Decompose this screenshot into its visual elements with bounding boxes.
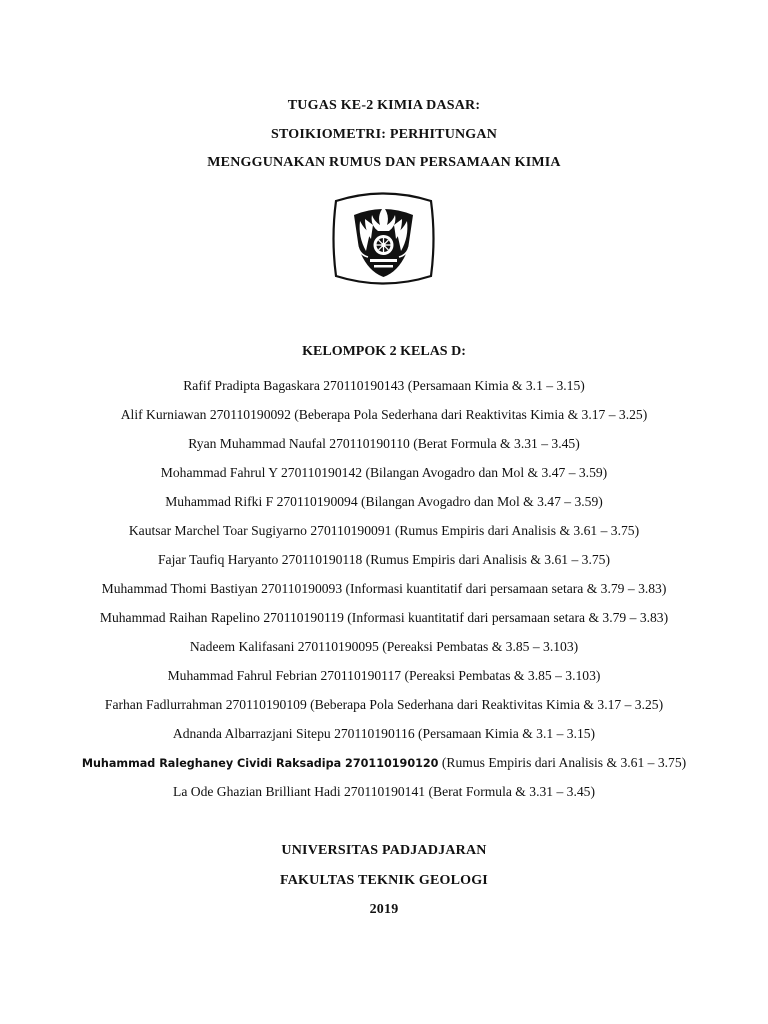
group-heading: KELOMPOK 2 KELAS D: — [302, 344, 466, 359]
title-block — [0, 92, 768, 178]
member-text: Muhammad Rifki F 270110190094 (Bilangan Avogadro dan Mol & 3.47 – 3.59) — [165, 494, 603, 509]
member-text: Muhammad Fahrul Febrian 270110190117 (Pereaksi Pembatas & 3.85 – 3.103) — [167, 668, 601, 683]
title-line-1: TUGAS KE-2 KIMIA DASAR: — [287, 98, 481, 113]
member-text: La Ode Ghazian Brilliant Hadi 270110190141 (Berat Formula & 3.31 – 3.45) — [173, 784, 595, 799]
member-item — [0, 400, 768, 429]
title-line-2: STOIKIOMETRI: PERHITUNGAN — [270, 126, 498, 142]
faculty-name: FAKULTAS TEKNIK GEOLOGI — [280, 872, 488, 888]
member-item — [0, 545, 768, 574]
member-text: Adnanda Albarrazjani Sitepu 270110190116 (Persamaan Kimia & 3.1 – 3.15) — [172, 726, 596, 741]
member-name-bold: Muhammad Raleghaney Cividi Raksadipa 270110190120 — [81, 757, 439, 770]
member-item — [0, 516, 768, 545]
member-item — [0, 574, 768, 603]
member-text: Alif Kurniawan 270110190092 (Beberapa Pola Sederhana dari Reaktivitas Kimia & 3.17 – 3.25) — [120, 407, 648, 422]
member-text: Nadeem Kalifasani 270110190095 (Pereaksi Pembatas & 3.85 – 3.103) — [189, 639, 579, 654]
member-list — [0, 371, 768, 806]
title-line-3: MENGGUNAKAN RUMUS DAN PERSAMAAN KIMIA — [207, 155, 561, 170]
member-item — [0, 603, 768, 632]
member-text: Kautsar Marchel Toar Sugiyarno 270110190091 (Rumus Empiris dari Analisis & 3.61 – 3.75) — [128, 523, 640, 538]
member-text: Mohammad Fahrul Y 270110190142 (Bilangan Avogadro dan Mol & 3.47 – 3.59) — [160, 465, 608, 480]
member-item — [0, 632, 768, 661]
member-item — [0, 748, 768, 777]
member-text: Rafif Pradipta Bagaskara 270110190143 (Persamaan Kimia & 3.1 – 3.15) — [183, 378, 585, 393]
member-text: Fajar Taufiq Haryanto 270110190118 (Rumus Empiris dari Analisis & 3.61 – 3.75) — [158, 552, 610, 567]
year: 2019 — [369, 902, 399, 917]
member-item — [0, 661, 768, 690]
member-item — [0, 719, 768, 748]
member-text: Ryan Muhammad Naufal 270110190110 (Berat Formula & 3.31 – 3.45) — [188, 436, 580, 451]
member-item — [0, 429, 768, 458]
member-item — [0, 371, 768, 400]
member-text: (Rumus Empiris dari Analisis & 3.61 – 3.75) — [438, 755, 687, 770]
member-item — [0, 487, 768, 516]
member-item — [0, 777, 768, 806]
member-item — [0, 690, 768, 719]
member-text: Muhammad Thomi Bastiyan 270110190093 (Informasi kuantitatif dari persamaan setara & 3.79 – 3.83) — [101, 581, 667, 596]
universitas-padjadjaran-emblem-icon — [330, 185, 437, 292]
university-name: UNIVERSITAS PADJADJARAN — [281, 843, 487, 858]
member-text: Muhammad Raihan Rapelino 270110190119 (Informasi kuantitatif dari persamaan setara & 3.79 – 3.83) — [99, 610, 669, 625]
member-item — [0, 458, 768, 487]
member-text: Farhan Fadlurrahman 270110190109 (Beberapa Pola Sederhana dari Reaktivitas Kimia & 3.17 – 3.25) — [104, 697, 664, 712]
footer-block — [0, 836, 768, 925]
